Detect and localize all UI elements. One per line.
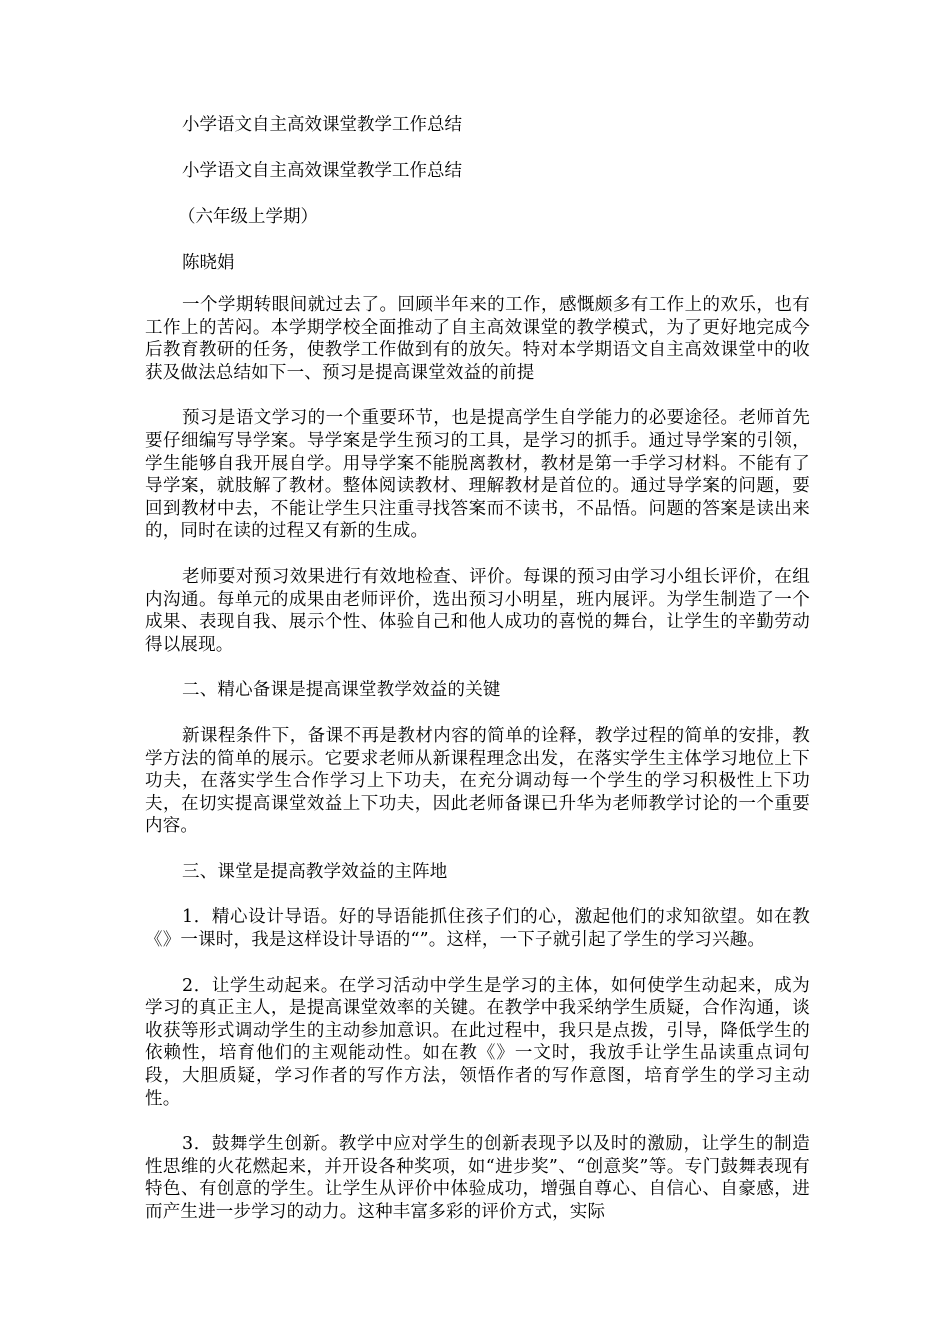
paragraph-lesson-prep: 新课程条件下，备课不再是教材内容的简单的诠释，教学过程的简单的安排，教学方法的简单的展示。它要求老师从新课程理念出发，在落实学生主体学习地位上下功夫，在落实学生合作学习上下功夫，在充分调动每一个学生的学习积极性上下功夫，在切实提高课堂效益上下功夫，因此老师备课已升华为老师教学讨论的一个重要内容。	[145, 725, 810, 837]
section-heading-classroom: 三、课堂是提高教学效益的主阵地	[182, 861, 448, 882]
paragraph-item-2: 2．让学生动起来。在学习活动中学生是学习的主体，如何使学生动起来，成为学习的真正主人，是提高课堂效率的关键。在教学中我采纳学生质疑，合作沟通，谈收获等形式调动学生的主动参加意识。在此过程中，我只是点拨，引导，降低学生的依赖性，培育他们的主观能动性。如在教《》一文时，我放手让学生品读重点词句段，大胆质疑，学习作者的写作方法，领悟作者的写作意图，培育学生的学习主动性。	[145, 975, 810, 1109]
document-term: （六年级上学期）	[178, 207, 318, 227]
section-heading-lesson-prep: 二、精心备课是提高课堂教学效益的关键	[182, 680, 501, 701]
document-author: 陈晓娟	[182, 253, 235, 273]
paragraph-preview: 预习是语文学习的一个重要环节，也是提高学生自学能力的必要途径。老师首先要仔细编写导学案。导学案是学生预习的工具，是学习的抓手。通过导学案的引领，学生能够自我开展自学。用导学案不能脱离教材，教材是第一手学习材料。不能有了导学案，就肢解了教材。整体阅读教材、理解教材是首位的。通过导学案的问题，要回到教材中去，不能让学生只注重寻找答案而不读书，不品悟。问题的答案是读出来的，同时在读的过程又有新的生成。	[145, 408, 810, 542]
document-title: 小学语文自主高效课堂教学工作总结	[182, 115, 462, 135]
paragraph-item-3: 3．鼓舞学生创新。教学中应对学生的创新表现予以及时的激励，让学生的制造性思维的火花燃起来，并开设各种奖项，如“进步奖”、“创意奖”等。专门鼓舞表现有特色、有创意的学生。让学生从评价中体验成功，增强自尊心、自信心、自豪感，进而产生进一步学习的动力。这种丰富多彩的评价方式，实际	[145, 1134, 810, 1222]
paragraph-evaluation: 老师要对预习效果进行有效地检查、评价。每课的预习由学习小组长评价，在组内沟通。每单元的成果由老师评价，选出预习小明星，班内展评。为学生制造了一个成果、表现自我、展示个性、体验自己和他人成功的喜悦的舞台，让学生的辛勤劳动得以展现。	[145, 566, 810, 655]
document-subtitle: 小学语文自主高效课堂教学工作总结	[182, 161, 462, 181]
paragraph-item-1: 1．精心设计导语。好的导语能抓住孩子们的心，激起他们的求知欲望。如在教《》一课时，我是这样设计导语的“”。这样，一下子就引起了学生的学习兴趣。	[145, 907, 810, 951]
paragraph-intro: 一个学期转眼间就过去了。回顾半年来的工作，感慨颇多有工作上的欢乐，也有工作上的苦闷。本学期学校全面推动了自主高效课堂的教学模式，为了更好地完成今后教育教研的任务，使教学工作做到有的放矢。特对本学期语文自主高效课堂中的收获及做法总结如下一、预习是提高课堂效益的前提	[145, 295, 810, 383]
document-body	[145, 112, 810, 1246]
